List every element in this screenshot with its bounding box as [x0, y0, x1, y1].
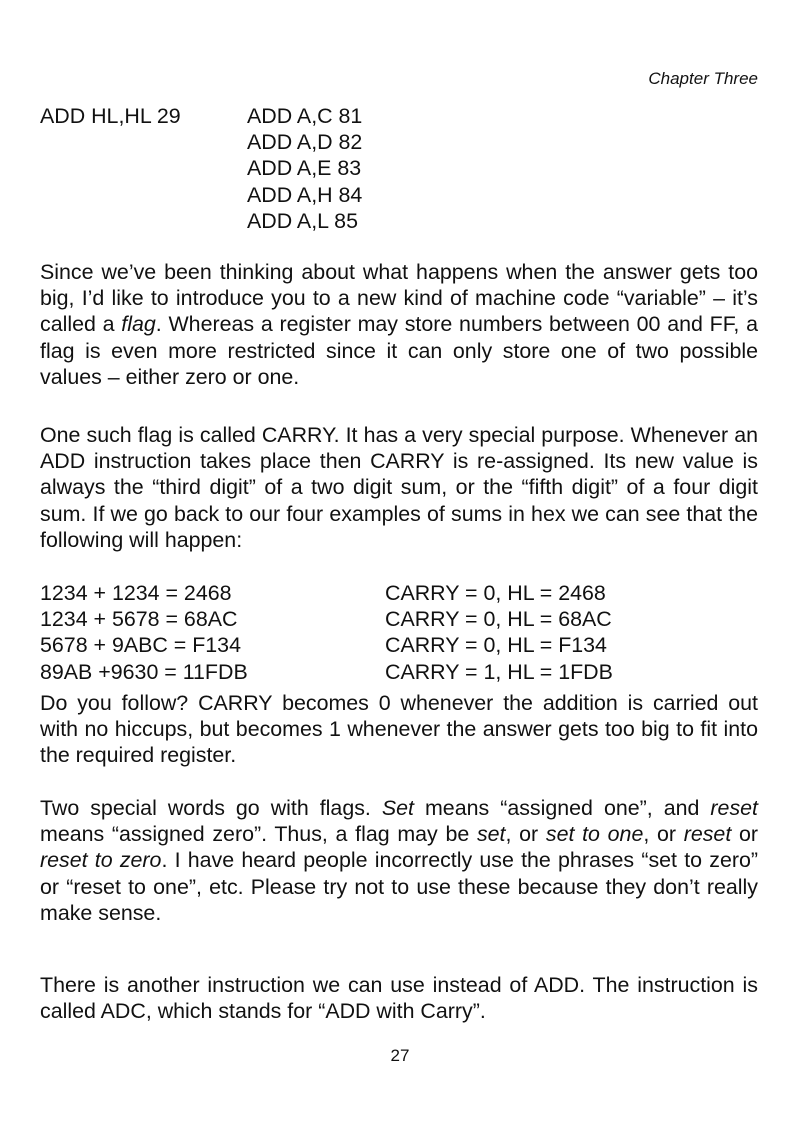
opcode-line: ADD A,C 81	[247, 104, 363, 128]
sum-expression: 1234 + 5678 = 68AC	[40, 607, 238, 632]
emphasis: flag	[121, 312, 156, 337]
text-run: , or	[643, 822, 684, 847]
text-run: . I have heard people incorrectly use the phrases “set to zero” or “reset to one”, etc. Please try not to use these because they don’t really make sense.	[40, 848, 758, 925]
text-run: Since we’ve been thinking about what happens when the answer gets too big, I’d like to introduce you to a new kind of machine code “variable” – it’s called a	[40, 260, 758, 337]
opcode-line: ADD A,L 85	[247, 208, 358, 233]
sum-result: CARRY = 0, HL = F134	[385, 633, 607, 658]
text-run: . Whereas a register may store numbers between 00 and FF, a flag is even more restricted since it can only store one of two possible values – either zero or one.	[40, 312, 758, 389]
opcode-right-column	[247, 103, 362, 234]
paragraph-follow: Do you follow? CARRY becomes 0 whenever the addition is carried out with no hiccups, but becomes 1 whenever the answer gets too big to fit into the required register.	[40, 691, 758, 768]
sum-result: CARRY = 1, HL = 1FDB	[385, 659, 613, 684]
sum-result: CARRY = 0, HL = 2468	[385, 581, 606, 605]
emphasis: reset	[683, 822, 732, 847]
sum-expression: 89AB +9630 = 11FDB	[40, 659, 248, 684]
emphasis: reset	[710, 796, 758, 820]
paragraph-adc: There is another instruction we can use instead of ADD. The instruction is called ADC, which stands for “ADD with Carry”.	[40, 973, 758, 1024]
sum-result: CARRY = 0, HL = 68AC	[385, 607, 612, 632]
sum-expression: 1234 + 1234 = 2468	[40, 581, 232, 605]
opcode-left: ADD HL,HL 29	[40, 104, 181, 128]
sum-examples	[40, 580, 760, 685]
text-run: means “assigned one”, and	[413, 796, 711, 820]
emphasis: set to one	[545, 822, 644, 847]
emphasis: Set	[381, 796, 414, 820]
paragraph-set-reset	[40, 795, 758, 926]
sum-row	[40, 580, 760, 606]
opcode-line: ADD A,H 84	[247, 182, 363, 207]
text-run: Two special words go with flags.	[40, 796, 382, 820]
paragraph-flag-intro	[40, 259, 758, 390]
sum-row	[40, 659, 760, 685]
text-run: or	[731, 822, 759, 847]
sum-row	[40, 606, 760, 632]
text-run: means “assigned zero”. Thus, a flag may be	[40, 822, 477, 847]
sum-expression: 5678 + 9ABC = F134	[40, 633, 241, 658]
chapter-header: Chapter Three	[648, 69, 758, 88]
opcode-line: ADD A,D 82	[247, 130, 363, 155]
page-number: 27	[390, 1046, 410, 1065]
text-run: , or	[505, 822, 546, 847]
emphasis: reset to zero	[40, 848, 162, 873]
sum-row	[40, 632, 760, 658]
opcode-line: ADD A,E 83	[247, 156, 362, 181]
emphasis: set	[476, 822, 506, 847]
paragraph-carry-flag: One such flag is called CARRY. It has a very special purpose. Whenever an ADD instruction takes place then CARRY is re-assigned. Its new value is always the “third digit” of a two digit sum, or the “fifth digit” of a four digit sum. If we go back to our four examples of sums in hex we can see that the following will happen:	[40, 423, 758, 552]
